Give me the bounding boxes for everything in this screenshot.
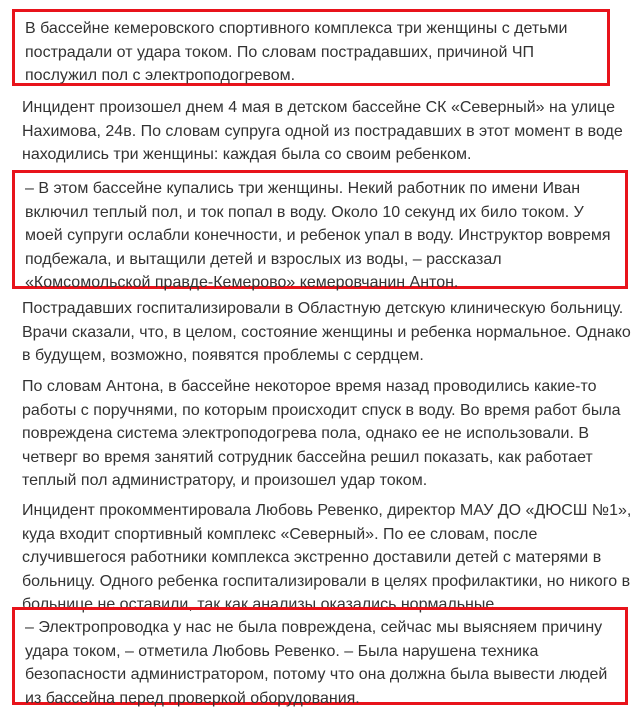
highlight-box-quote-anton	[12, 170, 628, 289]
paragraph-hospital: Пострадавших госпитализировали в Областную детскую клиническую больницу. Врачи сказали, что, в целом, состояние женщины и ребенка нормальное. Однако в будущем, возможно, появятся проблемы с сердцем.	[22, 300, 631, 364]
paragraph-director: Инцидент прокомментировала Любовь Ревенко, директор МАУ ДО «ДЮСШ №1», куда входит спортивный комплекс «Северный». По ее словам, после случившегося работники комплекса экстренно доставили детей с матерями в больницу. Одного ребенка госпитализировали в целях профилактики, но никого в больнице не оставили, так как анализы оказались нормальные.	[22, 502, 632, 613]
paragraph-lead: В бассейне кемеровского спортивного комплекса три женщины с детьми пострадали от удара током. По словам пострадавших, причиной ЧП послужил пол с электроподогревом.	[25, 20, 568, 84]
paragraph-quote-anton: – В этом бассейне купались три женщины. Некий работник по имени Иван включил теплый пол, и ток попал в воду. Около 10 секунд их било током. У моей супруги ослабли конечности, и ребенок упал в воду. Инструктор вовремя подбежала, и вытащили детей и взрослых из воды, – рассказал «Комсомольской правде-Кемерово» кемеровчанин Антон.	[25, 180, 611, 291]
highlight-box-lead	[12, 9, 610, 86]
highlight-box-quote-director	[12, 607, 628, 705]
paragraph-incident: Инцидент произошел днем 4 мая в детском бассейне СК «Северный» на улице Нахимова, 24в. По словам супруга одной из пострадавших в этот момент в воде находились три женщины: каждая была со своим ребенком.	[22, 99, 623, 163]
paragraph-cause: По словам Антона, в бассейне некоторое время назад проводились какие-то работы с поручнями, по которым происходит спуск в воду. Во время работ была повреждена система электроподогрева пола, однако ее не использовали. В четверг во время занятий сотрудник бассейна решил показать, как работает теплый пол администратору, и произошел удар током.	[22, 378, 621, 489]
paragraph-quote-director: – Электропроводка у нас не была повреждена, сейчас мы выясняем причину удара током, – отметила Любовь Ревенко. – Была нарушена техника безопасности администратором, потому что она должна была вывести людей из бассейна перед проверкой оборудования.	[25, 619, 608, 707]
